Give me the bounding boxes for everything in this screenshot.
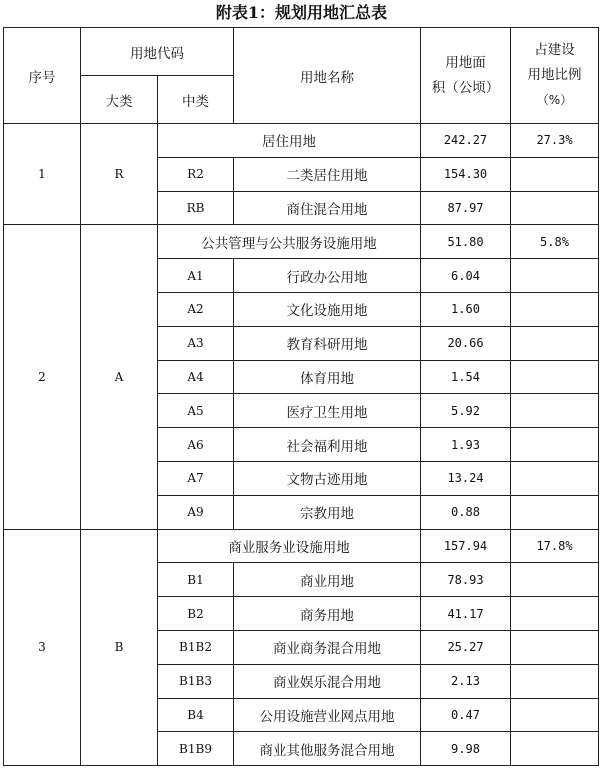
cell-minor-code: B1B9 <box>158 732 234 766</box>
cell-name: 文物古迹用地 <box>234 461 421 495</box>
cell-major: A <box>81 225 158 529</box>
cell-name: 商业娱乐混合用地 <box>234 664 421 698</box>
cell-area: 242.27 <box>421 124 511 158</box>
cell-minor-code: B1B2 <box>158 630 234 664</box>
cell-name: 二类居住用地 <box>234 157 421 191</box>
header-area-line1: 用地面 <box>445 54 486 71</box>
cell-major: B <box>81 529 158 766</box>
cell-minor-code: A7 <box>158 461 234 495</box>
cell-ratio-empty <box>511 360 599 394</box>
cell-area: 41.17 <box>421 597 511 631</box>
cell-name: 商业其他服务混合用地 <box>234 732 421 766</box>
cell-ratio-empty <box>511 597 599 631</box>
cell-minor-code: R2 <box>158 157 234 191</box>
cell-area: 154.30 <box>421 157 511 191</box>
cell-ratio-empty <box>511 394 599 428</box>
cell-ratio-empty <box>511 630 599 664</box>
header-name: 用地名称 <box>234 28 421 124</box>
cell-area: 78.93 <box>421 563 511 597</box>
header-ratio-line3: （%） <box>536 93 573 107</box>
cell-ratio-empty <box>511 732 599 766</box>
header-row-1 <box>4 28 599 76</box>
cell-group-name: 居住用地 <box>158 124 421 158</box>
cell-ratio-empty <box>511 495 599 529</box>
cell-area: 20.66 <box>421 326 511 360</box>
cell-ratio-empty <box>511 664 599 698</box>
cell-area: 1.60 <box>421 292 511 326</box>
cell-ratio-empty <box>511 698 599 732</box>
cell-minor-code: B4 <box>158 698 234 732</box>
cell-name: 宗教用地 <box>234 495 421 529</box>
cell-ratio-empty <box>511 461 599 495</box>
cell-minor-code: A3 <box>158 326 234 360</box>
header-area <box>421 28 511 124</box>
cell-area: 1.93 <box>421 428 511 462</box>
header-seq: 序号 <box>4 28 81 124</box>
cell-minor-code: A9 <box>158 495 234 529</box>
cell-area: 2.13 <box>421 664 511 698</box>
cell-name: 商住混合用地 <box>234 191 421 225</box>
cell-group-name: 商业服务业设施用地 <box>158 529 421 563</box>
cell-minor-code: B2 <box>158 597 234 631</box>
header-major: 大类 <box>81 76 158 124</box>
cell-ratio-empty <box>511 191 599 225</box>
header-ratio <box>511 28 599 124</box>
cell-area: 87.97 <box>421 191 511 225</box>
cell-area: 5.92 <box>421 394 511 428</box>
cell-ratio-empty <box>511 157 599 191</box>
table-body <box>4 124 599 766</box>
cell-minor-code: A6 <box>158 428 234 462</box>
cell-name: 体育用地 <box>234 360 421 394</box>
header-ratio-line1: 占建设 <box>534 42 575 58</box>
cell-minor-code: B1 <box>158 563 234 597</box>
table-title: 附表1：规划用地汇总表 <box>215 3 388 22</box>
cell-seq: 2 <box>4 225 81 529</box>
cell-area: 51.80 <box>421 225 511 259</box>
cell-name: 教育科研用地 <box>234 326 421 360</box>
cell-name: 社会福利用地 <box>234 428 421 462</box>
cell-minor-code: RB <box>158 191 234 225</box>
cell-area: 13.24 <box>421 461 511 495</box>
cell-name: 文化设施用地 <box>234 292 421 326</box>
cell-ratio: 27.3% <box>511 124 599 158</box>
cell-name: 医疗卫生用地 <box>234 394 421 428</box>
land-use-summary-table <box>3 27 599 766</box>
cell-ratio: 5.8% <box>511 225 599 259</box>
cell-ratio-empty <box>511 259 599 293</box>
cell-name: 商业用地 <box>234 563 421 597</box>
cell-area: 157.94 <box>421 529 511 563</box>
cell-minor-code: B1B3 <box>158 664 234 698</box>
cell-ratio: 17.8% <box>511 529 599 563</box>
cell-name: 商业商务混合用地 <box>234 630 421 664</box>
header-ratio-line2: 用地比例 <box>527 67 582 83</box>
cell-seq: 3 <box>4 529 81 766</box>
cell-minor-code: A2 <box>158 292 234 326</box>
cell-area: 0.47 <box>421 698 511 732</box>
cell-area: 9.98 <box>421 732 511 766</box>
header-minor: 中类 <box>158 76 234 124</box>
cell-name: 公用设施营业网点用地 <box>234 698 421 732</box>
cell-major: R <box>81 124 158 225</box>
table-row <box>4 529 599 563</box>
cell-seq: 1 <box>4 124 81 225</box>
cell-area: 1.54 <box>421 360 511 394</box>
cell-name: 商务用地 <box>234 597 421 631</box>
cell-area: 6.04 <box>421 259 511 293</box>
header-area-line2: 积（公顷） <box>431 79 500 96</box>
cell-ratio-empty <box>511 292 599 326</box>
cell-minor-code: A1 <box>158 259 234 293</box>
table-row <box>4 225 599 259</box>
cell-ratio-empty <box>511 326 599 360</box>
cell-minor-code: A4 <box>158 360 234 394</box>
cell-name: 行政办公用地 <box>234 259 421 293</box>
cell-minor-code: A5 <box>158 394 234 428</box>
cell-ratio-empty <box>511 563 599 597</box>
header-code-group: 用地代码 <box>81 28 234 76</box>
cell-area: 0.88 <box>421 495 511 529</box>
cell-group-name: 公共管理与公共服务设施用地 <box>158 225 421 259</box>
cell-area: 25.27 <box>421 630 511 664</box>
cell-ratio-empty <box>511 428 599 462</box>
table-row <box>4 124 599 158</box>
